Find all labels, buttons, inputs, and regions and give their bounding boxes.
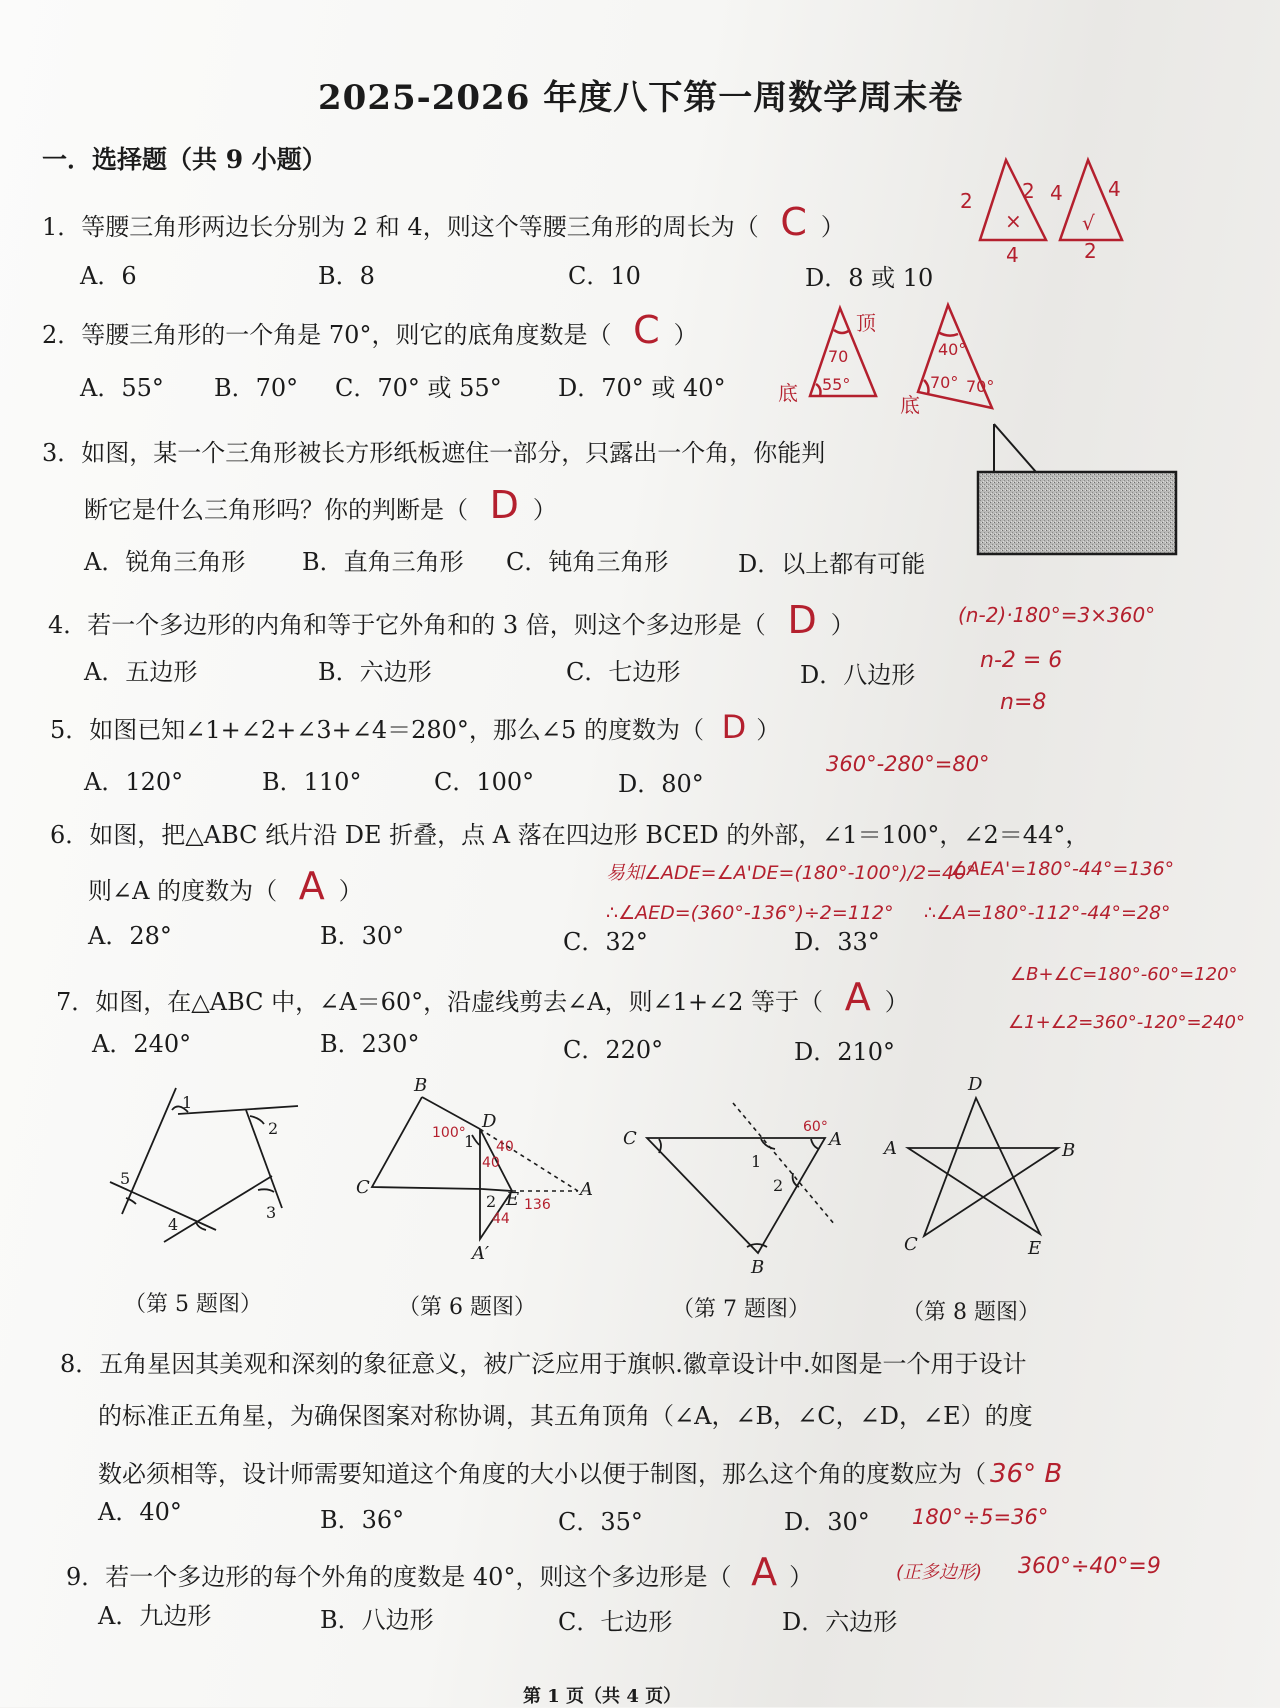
svg-text:1: 1 — [464, 1132, 475, 1151]
paren-close: ） — [830, 611, 855, 639]
q5-note: 360°-280°=80° — [826, 752, 990, 776]
q6-option-d: D．33° — [794, 928, 880, 956]
svg-text:4: 4 — [1006, 243, 1019, 267]
svg-text:100°: 100° — [432, 1125, 466, 1141]
svg-text:E: E — [506, 1189, 520, 1210]
q9-option-a: A．九边形 — [98, 1602, 212, 1630]
question-number: 3． — [42, 439, 82, 467]
q7-note-2: ∠1+∠2=360°-120°=240° — [1008, 1012, 1245, 1033]
svg-text:E: E — [1028, 1238, 1042, 1259]
figure-7-triangle-cut — [615, 1085, 855, 1278]
q3-option-d: D．以上都有可能 — [738, 550, 926, 578]
q2-option-c: C．70° 或 55° — [335, 374, 502, 402]
q6-note-1: 易知∠ADE=∠A'DE=(180°-100°)/2=40° — [606, 862, 976, 884]
q2-option-b: B．70° — [214, 374, 299, 402]
question-1 — [42, 200, 845, 244]
question-6-line2 — [88, 864, 363, 908]
figure-6-folded-triangle — [350, 1075, 600, 1265]
q8-option-b: B．36° — [320, 1506, 405, 1534]
svg-text:4: 4 — [1108, 177, 1121, 201]
question-text: 若一个多边形的内角和等于它外角和的 3 倍，则这个多边形是（ — [87, 611, 766, 639]
q9-note-calc: 360°÷40°=9 — [1018, 1554, 1161, 1579]
svg-text:1: 1 — [751, 1152, 762, 1171]
q4-option-b: B．六边形 — [318, 658, 432, 686]
question-text: 如图，在△ABC 中，∠A＝60°，沿虚线剪去∠A，则∠1+∠2 等于（ — [95, 988, 824, 1016]
svg-text:5: 5 — [120, 1169, 131, 1188]
svg-text:B: B — [751, 1257, 765, 1278]
q5-option-b: B．110° — [262, 768, 362, 796]
q7-option-c: C．220° — [563, 1036, 664, 1064]
svg-text:4: 4 — [168, 1215, 179, 1234]
question-text: 断它是什么三角形吗？你的判断是（ — [84, 496, 468, 524]
svg-text:136: 136 — [524, 1197, 551, 1213]
q7-option-a: A．240° — [92, 1030, 192, 1058]
question-8-line2: 的标准正五角星，为确保图案对称协调，其五角顶角（∠A，∠B，∠C，∠D，∠E）的度 — [98, 1402, 1033, 1430]
svg-text:70: 70 — [828, 347, 849, 366]
paren-close: ） — [673, 321, 698, 349]
question-9 — [66, 1550, 813, 1594]
svg-text:2: 2 — [960, 189, 973, 213]
question-5 — [50, 708, 780, 746]
question-number: 1． — [42, 213, 82, 241]
svg-text:44: 44 — [492, 1211, 510, 1227]
question-text: 五角星因其美观和深刻的象征意义，被广泛应用于旗帜.徽章设计中.如图是一个用于设计 — [99, 1350, 1027, 1378]
q8-option-d: D．30° — [784, 1508, 870, 1536]
figure-5-pentagon — [100, 1080, 310, 1250]
svg-text:55°: 55° — [822, 375, 851, 394]
answer-mark: C — [633, 308, 660, 352]
q2-option-d: D．70° 或 40° — [558, 374, 726, 402]
q4-option-c: C．七边形 — [566, 658, 681, 686]
q1-sketch-triangles — [960, 150, 1140, 267]
answer-mark: A — [751, 1550, 778, 1594]
answer-mark: D — [489, 483, 519, 527]
q5-option-c: C．100° — [434, 768, 535, 796]
svg-text:×: × — [1005, 209, 1022, 233]
svg-text:40: 40 — [482, 1155, 500, 1171]
svg-text:1: 1 — [182, 1093, 193, 1112]
q4-note-3: n=8 — [1000, 690, 1047, 715]
paren-close: ） — [820, 213, 845, 241]
question-text: 等腰三角形的一个角是 70°，则它的底角度数是（ — [81, 321, 612, 349]
svg-text:70°: 70° — [930, 373, 959, 392]
q6-option-b: B．30° — [320, 922, 405, 950]
q4-option-a: A．五边形 — [84, 658, 198, 686]
svg-text:底: 底 — [778, 381, 798, 405]
svg-text:C: C — [904, 1234, 918, 1255]
q1-option-a: A．6 — [80, 262, 137, 290]
svg-text:A: A — [884, 1138, 897, 1159]
q8-option-a: A．40° — [98, 1498, 182, 1526]
figure-8-star — [880, 1070, 1100, 1260]
question-7 — [56, 975, 909, 1019]
svg-text:2: 2 — [1022, 179, 1035, 203]
question-number: 9． — [66, 1563, 106, 1591]
page-footer: 第 1 页（共 4 页） — [523, 1686, 682, 1707]
svg-text:D: D — [968, 1074, 983, 1095]
q2-sketch-triangles — [770, 300, 1030, 420]
question-text: 若一个多边形的每个外角的度数是 40°，则这个多边形是（ — [105, 1563, 732, 1591]
answer-mark: D — [721, 708, 747, 746]
section-heading: 一．选择题（共 9 小题） — [42, 145, 327, 174]
figure-8-caption: （第 8 题图） — [902, 1300, 1040, 1325]
svg-text:40°: 40° — [938, 340, 967, 359]
svg-text:D: D — [482, 1111, 497, 1132]
svg-text:A′: A′ — [472, 1243, 490, 1264]
q1-option-c: C．10 — [568, 262, 641, 290]
question-2 — [42, 308, 698, 352]
question-8 — [60, 1344, 1027, 1379]
svg-text:3: 3 — [266, 1203, 277, 1222]
question-number: 2． — [42, 321, 82, 349]
svg-text:2: 2 — [1084, 239, 1097, 263]
q5-option-d: D．80° — [618, 770, 704, 798]
paren-close: ） — [756, 716, 781, 744]
question-text: 如图，某一个三角形被长方形纸板遮住一部分，只露出一个角，你能判 — [81, 439, 826, 467]
q8-note: 180°÷5=36° — [912, 1505, 1049, 1529]
question-text: 数必须相等，设计师需要知道这个角度的大小以便于制图，那么这个角的度数应为（ — [98, 1460, 986, 1488]
svg-text:C: C — [623, 1128, 637, 1149]
svg-text:√: √ — [1082, 211, 1095, 235]
q1-option-d: D．8 或 10 — [805, 264, 934, 292]
q6-note-2: ∠AEA'=180°-44°=136° — [950, 858, 1175, 880]
q2-option-a: A．55° — [80, 374, 164, 402]
svg-text:顶: 顶 — [856, 311, 876, 335]
question-text: 等腰三角形两边长分别为 2 和 4，则这个等腰三角形的周长为（ — [81, 213, 759, 241]
q3-option-c: C．钝角三角形 — [506, 548, 669, 576]
paren-close: ） — [789, 1563, 814, 1591]
svg-text:2: 2 — [268, 1119, 279, 1138]
answer-mark: D — [787, 598, 817, 642]
q9-note-tag: (正多边形) — [896, 1562, 983, 1583]
q5-option-a: A．120° — [84, 768, 184, 796]
question-number: 5． — [50, 716, 90, 744]
q3-figure-covered-triangle — [970, 418, 1180, 558]
question-number: 4． — [48, 611, 88, 639]
question-number: 7． — [56, 988, 96, 1016]
paren-close: ） — [884, 988, 909, 1016]
answer-mark: A — [844, 975, 871, 1019]
q6-option-a: A．28° — [88, 922, 172, 950]
svg-text:40: 40 — [496, 1139, 514, 1155]
q9-option-c: C．七边形 — [558, 1608, 673, 1636]
svg-text:2: 2 — [773, 1176, 784, 1195]
q9-option-d: D．六边形 — [782, 1608, 898, 1636]
question-3 — [42, 433, 825, 468]
answer-mark: C — [780, 200, 807, 244]
q4-option-d: D．八边形 — [800, 661, 916, 689]
answer-mark: 36° B — [990, 1459, 1063, 1489]
q8-option-c: C．35° — [558, 1508, 643, 1536]
svg-text:A: A — [829, 1129, 842, 1150]
question-text: 如图已知∠1+∠2+∠3+∠4＝280°，那么∠5 的度数为（ — [89, 716, 704, 744]
svg-text:A: A — [580, 1179, 593, 1200]
svg-text:60°: 60° — [803, 1119, 828, 1135]
q7-option-d: D．210° — [794, 1038, 896, 1066]
question-text: 则∠A 的度数为（ — [88, 877, 278, 905]
q7-note-1: ∠B+∠C=180°-60°=120° — [1010, 964, 1238, 985]
paren-close: ） — [338, 877, 363, 905]
paren-close: ） — [532, 496, 557, 524]
svg-text:C: C — [356, 1177, 370, 1198]
svg-text:4: 4 — [1050, 181, 1063, 205]
question-6 — [50, 815, 1089, 850]
q4-note-2: n-2 = 6 — [980, 648, 1063, 673]
q4-note-1: (n-2)·180°=3×360° — [958, 603, 1156, 627]
svg-text:B: B — [1062, 1140, 1076, 1161]
q3-option-b: B．直角三角形 — [302, 548, 464, 576]
figure-6-caption: （第 6 题图） — [398, 1295, 536, 1320]
q6-note-4: ∴∠A=180°-112°-44°=28° — [924, 902, 1171, 924]
answer-mark: A — [298, 864, 325, 908]
svg-text:2: 2 — [486, 1192, 497, 1211]
q1-option-b: B．8 — [318, 262, 375, 290]
q3-option-a: A．锐角三角形 — [84, 548, 246, 576]
question-3-line2 — [84, 483, 557, 527]
question-text: 如图，把△ABC 纸片沿 DE 折叠，点 A 落在四边形 BCED 的外部，∠1＝100°，∠2＝44°， — [89, 821, 1090, 849]
question-number: 8． — [60, 1350, 100, 1378]
figure-7-caption: （第 7 题图） — [672, 1297, 810, 1322]
q9-option-b: B．八边形 — [320, 1606, 434, 1634]
q6-note-3: ∴∠AED=(360°-136°)÷2=112° — [606, 902, 894, 924]
svg-text:70°: 70° — [966, 377, 995, 396]
question-number: 6． — [50, 821, 90, 849]
q6-option-c: C．32° — [563, 928, 648, 956]
q7-option-b: B．230° — [320, 1030, 420, 1058]
exam-title: 2025-2026 年度八下第一周数学周末卷 — [318, 78, 964, 118]
svg-text:B: B — [414, 1075, 428, 1096]
question-8-line3 — [98, 1454, 1062, 1489]
question-4 — [48, 598, 855, 642]
figure-5-caption: （第 5 题图） — [124, 1292, 262, 1317]
svg-text:底: 底 — [900, 393, 920, 417]
